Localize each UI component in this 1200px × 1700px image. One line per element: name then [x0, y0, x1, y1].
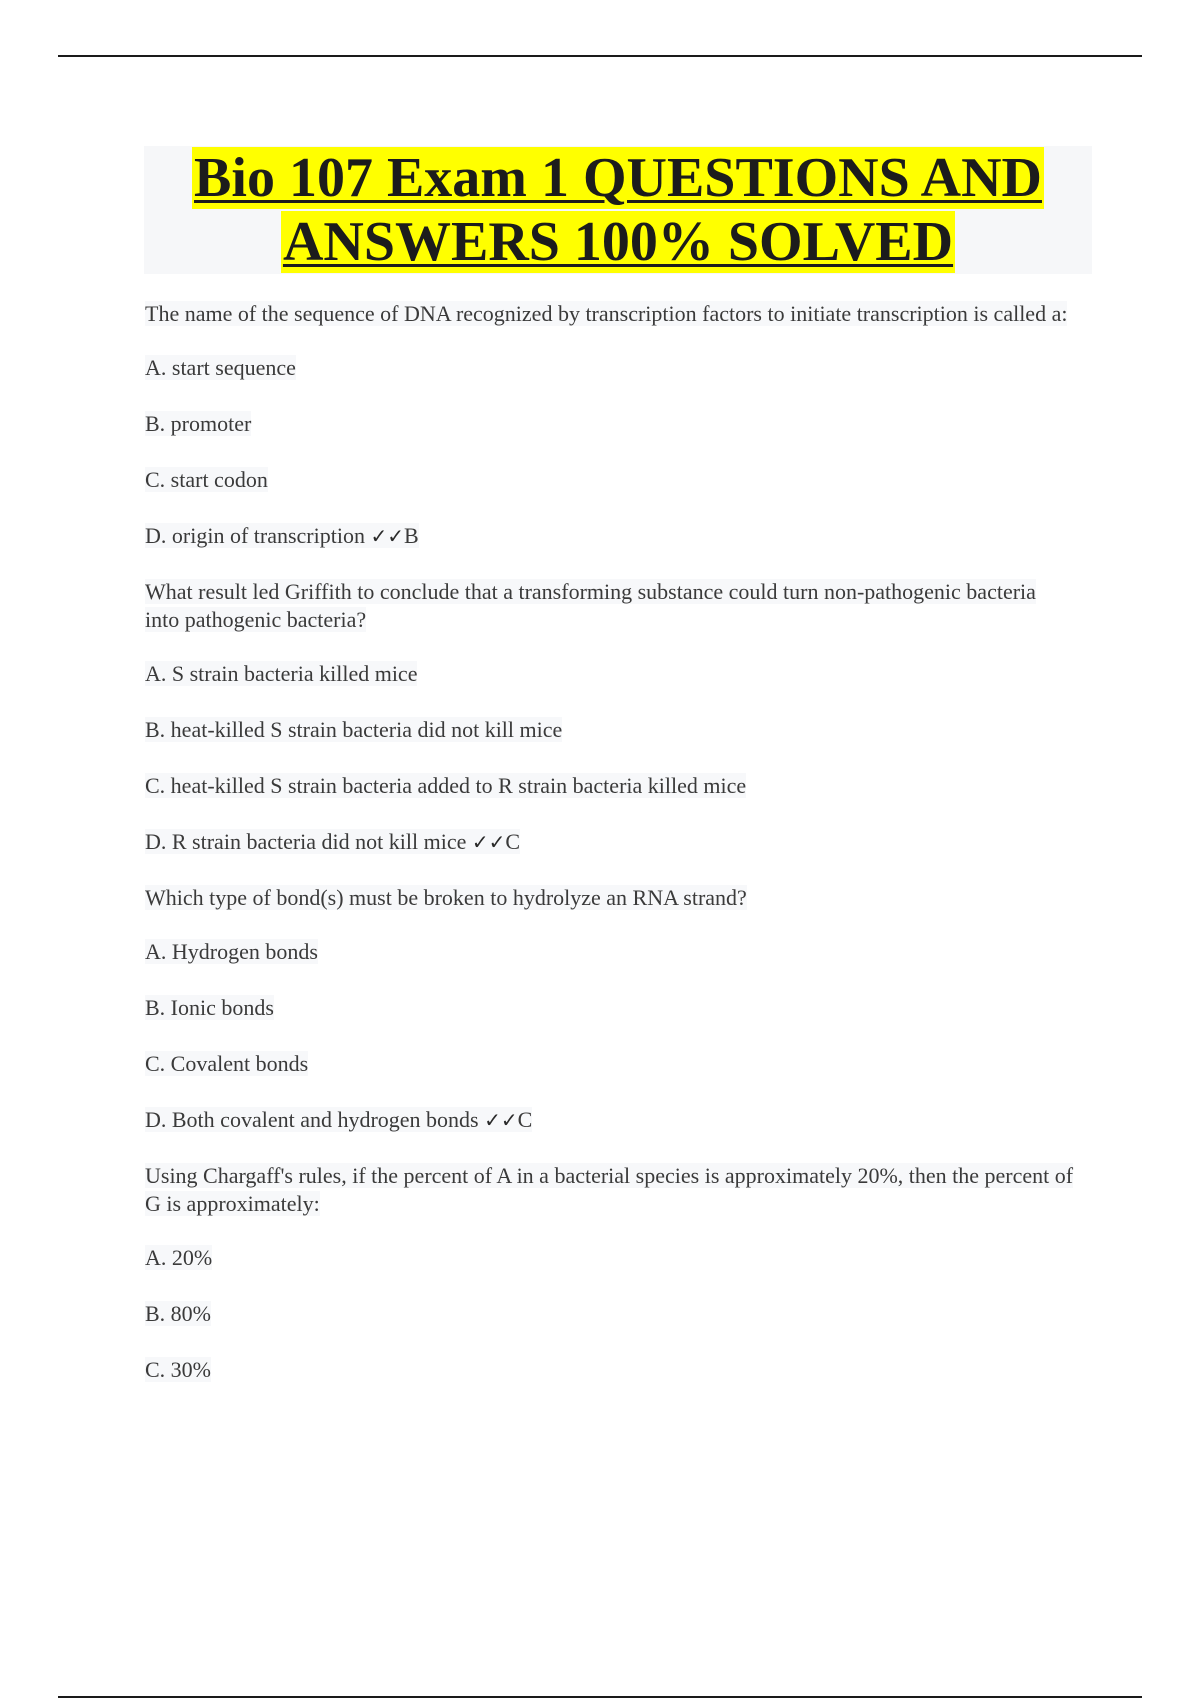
question-3-text: Which type of bond(s) must be broken to hydrolyze an RNA strand?: [145, 885, 747, 910]
question-1-option-c: C. start codon: [145, 467, 268, 492]
question-2-option-b: B. heat-killed S strain bacteria did not kill mice: [145, 717, 563, 742]
question-3-option-b: B. Ionic bonds: [145, 995, 274, 1020]
question-2-option-d: D. R strain bacteria did not kill mice ✓✓C: [145, 829, 521, 854]
question-4-option-a: A. 20%: [145, 1245, 213, 1270]
question-3-answer: C: [517, 1107, 533, 1132]
question-2-answer: C: [505, 829, 521, 854]
question-1-text: The name of the sequence of DNA recognized by transcription factors to initiate transcription is called a:: [145, 301, 1068, 326]
bottom-rule: [58, 1696, 1142, 1698]
question-2-option-c: C. heat-killed S strain bacteria added to R strain bacteria killed mice: [145, 773, 747, 798]
check-mark-icon: ✓✓: [484, 1108, 518, 1132]
question-4-option-c: C. 30%: [145, 1357, 211, 1382]
question-1-option-a: A. start sequence: [145, 355, 296, 380]
question-2-text: What result led Griffith to conclude that a transforming substance could turn non-pathogenic bacteria into pathogenic bacteria?: [145, 579, 1036, 632]
question-list: [145, 300, 1075, 1412]
question-1-answer: B: [403, 523, 419, 548]
question-3-option-c: C. Covalent bonds: [145, 1051, 309, 1076]
document-title: [144, 146, 1092, 274]
question-1-option-b: B. promoter: [145, 411, 252, 436]
title-line-2: ANSWERS 100% SOLVED: [282, 211, 954, 273]
title-line-1: Bio 107 Exam 1 QUESTIONS AND: [194, 147, 1042, 209]
question-3-option-a: A. Hydrogen bonds: [145, 939, 318, 964]
check-mark-icon: ✓✓: [370, 524, 404, 548]
check-mark-icon: ✓✓: [471, 830, 506, 854]
question-1-option-d: D. origin of transcription ✓✓B: [145, 523, 419, 548]
question-3-option-d: D. Both covalent and hydrogen bonds ✓✓C: [145, 1107, 533, 1132]
question-4-text: Using Chargaff's rules, if the percent of A in a bacterial species is approximately 20%, then the percent of G is approximately:: [145, 1163, 1074, 1216]
question-4-option-b: B. 80%: [145, 1301, 211, 1326]
question-2-option-a: A. S strain bacteria killed mice: [145, 661, 418, 686]
top-rule: [58, 55, 1142, 57]
